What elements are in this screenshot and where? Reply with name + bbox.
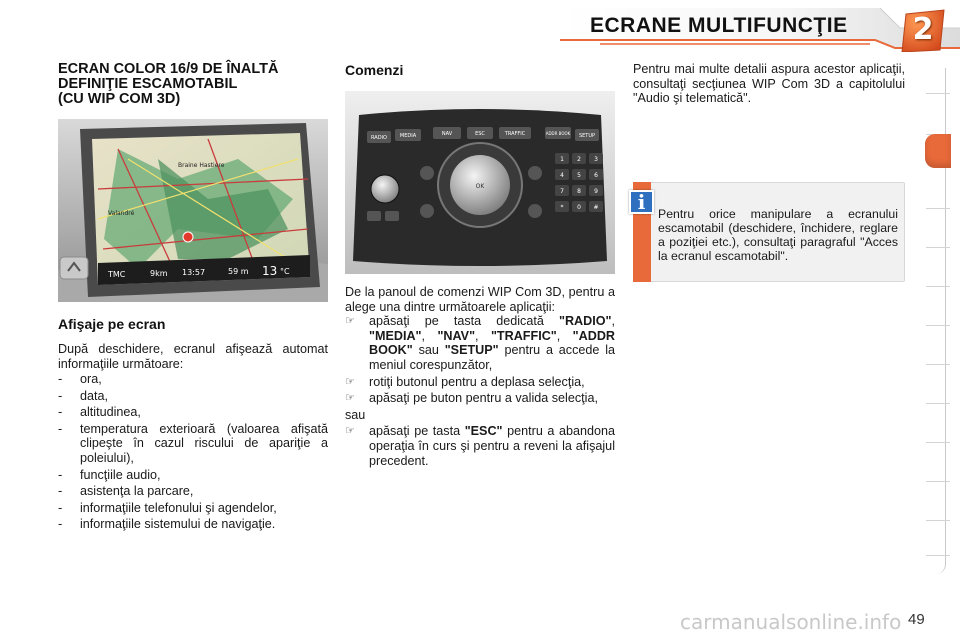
section-title — [58, 62, 338, 107]
instruction-item: ☞ rotiţi butonul pentru a deplasa selecţia, — [345, 374, 585, 389]
header-band — [0, 0, 960, 52]
list-item: - temperatura exterioară (valoarea afişată clipeşte în cazul riscului de apariţie a poleiului), — [58, 421, 328, 465]
page-number: 49 — [908, 611, 925, 628]
status-temperature: 13 — [262, 264, 278, 278]
keypad-key: 1 — [560, 156, 564, 163]
keypad-key: 6 — [594, 172, 598, 179]
keypad-key: 9 — [594, 188, 598, 195]
keypad-key: 7 — [560, 188, 564, 195]
chapter-tab[interactable] — [926, 247, 950, 248]
chapter-tab[interactable] — [926, 481, 950, 482]
panel-button-esc: ESC — [475, 131, 485, 137]
keypad-key: * — [560, 204, 564, 211]
section-title-line: DEFINIŢIE ESCAMOTABIL — [58, 76, 238, 92]
pointing-arrow-icon: ☞ — [345, 424, 355, 438]
panel-button-addr-book: ADDR BOOK — [545, 131, 571, 136]
status-eta: 59 m — [228, 267, 249, 276]
list-item: - asistenţa la parcare, — [58, 484, 194, 499]
panel-ok-label: OK — [475, 183, 485, 190]
status-time: 13:57 — [182, 268, 206, 277]
pointing-arrow-icon: ☞ — [345, 391, 355, 405]
panel-button-traffic: TRAFFIC — [504, 131, 526, 137]
controls-intro: De la panoul de comenzi WIP Com 3D, pentru a alege una dintre următoarele aplicaţii: — [345, 285, 615, 314]
instruction-item: ☞ apăsaţi pe tasta "ESC" pentru a abandona operaţia în curs şi pentru a reveni la afişajul precedent. — [345, 424, 616, 468]
map-label: Valandré — [108, 210, 135, 217]
chapter-tab[interactable] — [926, 403, 950, 404]
keypad-key: 5 — [577, 172, 581, 179]
keypad-key: # — [593, 204, 599, 211]
chapter-tab[interactable] — [926, 555, 950, 556]
panel-button-media: MEDIA — [399, 133, 417, 139]
status-temp-unit: °C — [280, 267, 290, 276]
pointing-arrow-icon: ☞ — [345, 374, 355, 388]
chapter-tab[interactable] — [926, 364, 950, 365]
list-item: - ora, — [58, 372, 102, 386]
watermark: carmanualsonline.info — [680, 610, 902, 634]
panel-button-nav: NAV — [441, 131, 453, 137]
info-icon: i — [629, 190, 654, 214]
section-title-line: (CU WIP COM 3D) — [58, 91, 181, 107]
controls-heading: Comenzi — [345, 62, 404, 78]
display-items-list — [58, 372, 328, 534]
panel-button-radio: RADIO — [371, 135, 387, 141]
status-distance: 9km — [150, 269, 168, 278]
chapter-tab[interactable] — [926, 325, 950, 326]
list-item: - informaţiile sistemului de navigaţie. — [58, 517, 276, 532]
chapter-tab-active[interactable] — [925, 134, 951, 168]
panel-button-setup: SETUP — [578, 133, 596, 139]
list-item: - informaţiile telefonului şi agendelor, — [58, 500, 277, 515]
list-item: - funcţiile audio, — [58, 467, 161, 482]
navigation-screen-photo — [58, 119, 328, 302]
keypad-key: 0 — [577, 204, 581, 211]
more-info-text: Pentru mai multe detalii aspura acestor aplicaţii, consultaţi secţiunea WIP Com 3D a capitolului "Audio şi telematică". — [633, 62, 905, 106]
map-label: Braine Hastiere — [178, 162, 225, 169]
display-heading: Afişaje pe ecran — [58, 316, 166, 332]
chapter-tab[interactable] — [926, 442, 950, 443]
control-panel-photo — [345, 91, 615, 274]
or-text: sau — [345, 407, 366, 422]
list-item: - altitudinea, — [58, 405, 141, 420]
chapter-tab[interactable] — [926, 93, 950, 94]
page-header-title: ECRANE MULTIFUNCŢIE — [590, 14, 848, 37]
chapter-tab[interactable] — [926, 520, 950, 521]
instruction-item: ☞ apăsaţi pe tasta dedicată "RADIO", "MEDIA", "NAV", "TRAFFIC", "ADDR BOOK" sau "SETUP" pentru a accede la meniul corespunzător, — [345, 314, 616, 372]
keypad-key: 4 — [560, 172, 564, 179]
pointing-arrow-icon: ☞ — [345, 314, 355, 328]
instruction-item: ☞ apăsaţi pe buton pentru a valida selecţia, — [345, 391, 598, 406]
keypad-key: 8 — [577, 188, 581, 195]
chapter-tab[interactable] — [926, 286, 950, 287]
status-tmc: TMC — [108, 270, 126, 279]
keypad-key: 3 — [594, 156, 598, 163]
list-item: - data, — [58, 388, 109, 403]
keypad-key: 2 — [577, 156, 581, 163]
chapter-number: 2 — [912, 12, 934, 47]
section-title-line: ECRAN COLOR 16/9 DE ÎNALTĂ — [58, 61, 279, 77]
controls-instructions — [345, 285, 615, 470]
chapter-tab[interactable] — [926, 208, 950, 209]
display-intro: După deschidere, ecranul afişează automat informaţiile următoare: — [58, 342, 328, 371]
info-box-text: Pentru orice manipulare a ecranului escamotabil (deschidere, închidere, reglare a poziţiei etc.), consultaţi paragraful "Acces la ecranul escamotabil". — [658, 207, 898, 263]
